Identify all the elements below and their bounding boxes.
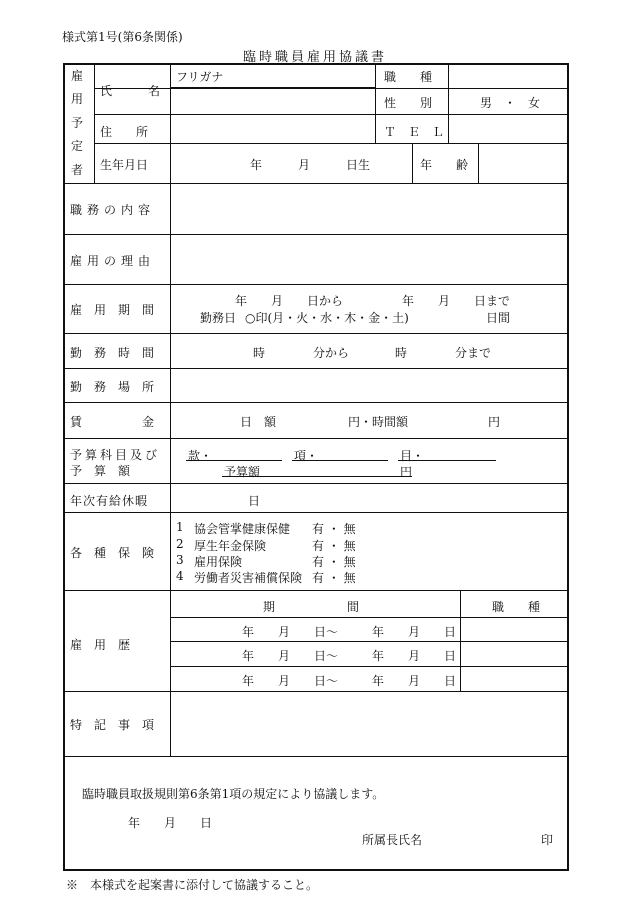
age-label: 年 齢 (420, 158, 469, 172)
history-entry-from: 年 月 日～ (242, 625, 339, 639)
rule-v-age-value (478, 143, 479, 183)
rule-duties-reason (63, 234, 569, 235)
reason-label: 雇用の理由 (70, 254, 156, 268)
gender-label: 性 別 (384, 96, 433, 110)
rule-hours-place (63, 368, 569, 369)
rule-history-3 (170, 666, 569, 667)
applicant-group-char-5: 者 (70, 163, 83, 177)
rule-remarks-statement (63, 756, 569, 757)
statement-text: 臨時職員取扱規則第6条第1項の規定により協議します。 (82, 787, 385, 801)
rule-v-main-lower (170, 512, 171, 756)
hours-to: 時 分まで (395, 346, 492, 360)
budget-moku-underline (398, 460, 496, 461)
rule-budget-leave (63, 483, 569, 484)
insurance-item-name: 雇用保険 (194, 555, 243, 569)
budget-kou-underline (292, 460, 388, 461)
rule-reason-period (63, 284, 569, 285)
gender-options[interactable]: 男 ・ 女 (480, 96, 541, 110)
seal-label: 印 (541, 833, 554, 847)
history-col-period: 期 間 (263, 600, 360, 614)
insurance-item-option[interactable]: 有 ・ 無 (312, 555, 356, 569)
budget-amount-label: 予算額 (224, 465, 261, 479)
rule-history-remarks (63, 691, 569, 692)
rule-insurance-history (63, 590, 569, 591)
hours-from: 時 分から (253, 346, 350, 360)
rule-name-address (94, 114, 569, 115)
rule-history-1 (170, 617, 569, 618)
workdays-unit: 日間 (486, 311, 511, 325)
history-entry-to: 年 月 日 (372, 649, 457, 663)
insurance-item-option[interactable]: 有 ・ 無 (312, 539, 356, 553)
insurance-item-name: 労働者災害補償保険 (194, 571, 303, 585)
history-entry-from: 年 月 日～ (242, 649, 339, 663)
rule-v-label-birth (170, 143, 171, 183)
period-to: 年 月 日まで (402, 294, 511, 308)
footnote: ※ 本様式を起案書に添付して協議すること。 (66, 878, 319, 892)
rule-furigana-split (170, 87, 375, 88)
birthdate-label: 生年月日 (100, 158, 149, 172)
rule-history-2 (170, 641, 569, 642)
rule-v-history-job (460, 590, 461, 691)
budget-yen: 円 (400, 465, 413, 479)
rule-v-label-top (170, 63, 171, 143)
rule-v-right-value (448, 63, 449, 143)
insurance-item-option[interactable]: 有 ・ 無 (312, 522, 356, 536)
period-label: 雇 用 期 間 (70, 303, 155, 317)
budget-kou: 項・ (294, 449, 319, 463)
budget-amount-underline (222, 476, 412, 477)
insurance-item-no: 3 (176, 553, 184, 567)
budget-kan-underline (186, 460, 282, 461)
tel-label: Ｔ Ｅ Ｌ (384, 125, 445, 139)
rule-place-wage (63, 402, 569, 403)
budget-kan: 款・ (188, 449, 213, 463)
rule-v-right-label (375, 63, 376, 143)
rule-v-main (170, 183, 171, 512)
rule-leave-insurance (63, 512, 569, 513)
period-from: 年 月 日から (235, 294, 344, 308)
rule-wage-budget (63, 438, 569, 439)
wage-yen-hourly: 円・時間額 (348, 415, 409, 429)
applicant-group-char-3: 予 (70, 116, 83, 130)
rule-v-age-label (412, 143, 413, 183)
insurance-item-option[interactable]: 有 ・ 無 (312, 571, 356, 585)
duties-label: 職務の内容 (70, 203, 156, 217)
budget-moku: 目・ (400, 449, 425, 463)
wage-daily: 日 額 (240, 415, 277, 429)
budget-label-2: 予 算 額 (70, 464, 131, 478)
budget-label-1: 予算科目及び (70, 448, 161, 462)
applicant-group-char-2: 用 (70, 92, 83, 106)
insurance-item-name: 厚生年金保険 (194, 539, 267, 553)
history-entry-to: 年 月 日 (372, 674, 457, 688)
hours-label: 勤 務 時 間 (70, 346, 155, 360)
job-type-label: 職 種 (384, 70, 433, 84)
history-entry-from: 年 月 日～ (242, 674, 339, 688)
name-label: 氏 名 (100, 84, 161, 98)
furigana-label: フリガナ (176, 70, 224, 84)
applicant-group-char-1: 雇 (70, 69, 83, 83)
rule-address-birth (94, 143, 569, 144)
rule-applicant-duties (63, 183, 569, 184)
rule-period-hours (63, 333, 569, 334)
insurance-item-no: 1 (176, 520, 184, 534)
rule-name-furigana (94, 88, 569, 89)
history-label: 雇 用 歴 (70, 638, 131, 652)
wage-yen: 円 (488, 415, 501, 429)
insurance-item-name: 協会管掌健康保健 (194, 522, 291, 536)
rule-v-group (94, 63, 95, 183)
form-title: 臨時職員雇用協議書 (242, 50, 387, 65)
wage-label: 賃 金 (70, 415, 155, 429)
address-label: 住 所 (100, 125, 149, 139)
leave-unit: 日 (248, 494, 261, 508)
insurance-label: 各 種 保 険 (70, 546, 155, 560)
form-code: 様式第1号(第6条関係) (62, 30, 183, 44)
workdays-label: 勤務日 (200, 311, 237, 325)
insurance-item-no: 4 (176, 569, 184, 583)
applicant-group-char-4: 定 (70, 139, 83, 153)
history-entry-to: 年 月 日 (372, 625, 457, 639)
remarks-label: 特 記 事 項 (70, 718, 155, 732)
form-frame (63, 63, 569, 871)
birthdate-template: 年 月 日生 (250, 158, 371, 172)
signer-label: 所属長氏名 (362, 833, 423, 847)
insurance-item-no: 2 (176, 537, 184, 551)
workdays-options[interactable]: ○印(月・火・水・木・金・土) (245, 311, 409, 325)
leave-label: 年次有給休暇 (70, 494, 149, 508)
date-line: 年 月 日 (128, 816, 213, 830)
history-col-job: 職 種 (492, 600, 541, 614)
place-label: 勤 務 場 所 (70, 380, 155, 394)
